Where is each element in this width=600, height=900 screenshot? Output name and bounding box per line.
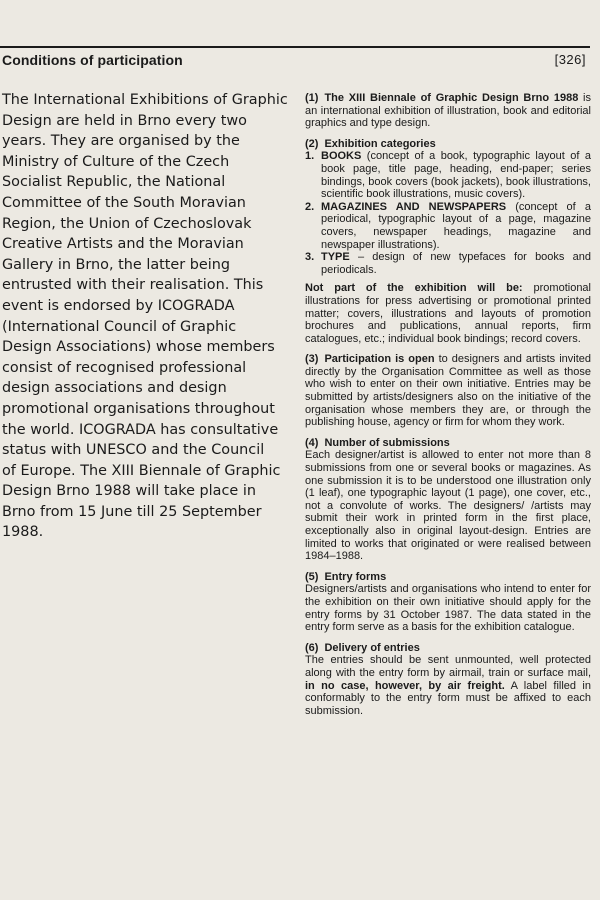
section-3 xyxy=(305,353,591,429)
category-name: MAGAZINES AND NEWSPAPERS xyxy=(321,200,507,213)
category-index: 3. xyxy=(305,251,315,264)
category-name: TYPE xyxy=(321,251,350,264)
section-3-bold: Participation is open xyxy=(324,353,435,366)
not-part-bold: Not part of the exhibition will be: xyxy=(305,282,523,295)
category-index: 2. xyxy=(305,200,315,213)
not-part-text: promotional illustrations for press advertising or promotional printed matter; covers, illustrations and layouts of promotion brochures and publications, annual reports, firm catalogues, etc.; individual book bindings; record covers. xyxy=(305,282,591,345)
section-6-bold: in no case, however, by air freight. xyxy=(305,679,505,692)
category-text: (concept of a book, typographic layout of a book page, title page, heading, end-paper; series bindings, book covers (book jackets), book illustrations, scientific book illustrations, music covers). xyxy=(321,150,591,201)
category-text: – design of new typefaces for books and periodicals. xyxy=(321,251,591,276)
category-books xyxy=(305,150,591,200)
section-number: (6) xyxy=(305,641,319,654)
page-title: Conditions of participation xyxy=(2,52,183,68)
section-1-bold: The XIII Biennale of Graphic Design Brno 1988 xyxy=(324,92,579,104)
section-number: (2) xyxy=(305,137,319,150)
section-4-text: Each designer/artist is allowed to enter not more than 8 submissions from one or several books or magazines. As one submission it is to be understood one illustration only (1 leaf), one typographic layout (1 page), one cover, etc., not a convolute of works. The designers/ /artists may submit their work in printed form in the first place, exceptionally also in original layout-design. Entries are limited to works that originated or were realised between 1984–1988. xyxy=(305,449,591,563)
section-2-heading: Exhibition categories xyxy=(324,137,436,150)
section-2 xyxy=(305,138,591,346)
section-3-text: to designers and artists invited directly by the Organisation Committee as well as those who wish to enter on their own initiative. Entries may be submitted by artists/designers also on the initiative of the organisation whose members they are, or through the publishing house, agency or firm for whom they work. xyxy=(305,353,591,429)
section-6-text: The entries should be sent unmounted, well protected along with the entry form by airmail, train or surface mail, xyxy=(305,654,591,679)
section-1-text: is an international exhibition of illustration, book and editorial graphics and type design. xyxy=(305,92,591,130)
section-heading xyxy=(305,571,591,584)
intro-paragraph: The International Exhibitions of Graphic Design are held in Brno every two years. They are organised by the Ministry of Culture of the Czech Socialist Republic, the National Committee of the South Moravian Region, the Union of Czechoslovak Creative Artists and the Moravian Gallery in Brno, the latter being entrusted with their realisation. This event is endorsed by ICOGRADA (International Council of Graphic Design Associations) whose members consist of recognised professional design associations and design promotional organisations throughout the world. ICOGRADA has consultative status with UNESCO and the Council of Europe. The XIII Biennale of Graphic Design Brno 1988 will take place in Brno from 15 June till 25 September 1988. xyxy=(2,92,288,541)
section-number: (5) xyxy=(305,570,319,583)
page-header xyxy=(2,52,586,72)
category-index: 1. xyxy=(305,150,315,163)
category-name: BOOKS xyxy=(321,150,362,163)
conditions-column xyxy=(305,92,591,725)
not-part-paragraph xyxy=(305,282,591,345)
section-6-text-end: A label filled in conformably to the entry form must be affixed to each submission. xyxy=(305,679,591,717)
section-5 xyxy=(305,571,591,634)
section-number: (4) xyxy=(305,436,319,449)
page-number: [326] xyxy=(554,52,586,67)
category-text: (concept of a periodical, typographic layout of a page, magazine covers, newspaper headings, magazine and newspaper illustrations). xyxy=(321,200,591,251)
section-number: (1) xyxy=(305,92,319,104)
section-4 xyxy=(305,437,591,563)
section-number: (3) xyxy=(305,353,319,366)
section-5-text: Designers/artists and organisations who intend to enter for the exhibition on their own initiative should apply for the entry forms by 31 October 1987. The data stated in the entry form serve as a basis for the exhibition catalogue. xyxy=(305,583,591,634)
section-5-heading: Entry forms xyxy=(324,570,387,583)
section-heading xyxy=(305,642,591,655)
category-magazines xyxy=(305,201,591,251)
section-6 xyxy=(305,642,591,718)
section-heading xyxy=(305,437,591,450)
section-1 xyxy=(305,92,591,130)
category-type xyxy=(305,251,591,276)
header-rule xyxy=(0,46,590,48)
section-heading xyxy=(305,138,591,151)
section-6-heading: Delivery of entries xyxy=(324,641,420,654)
section-4-heading: Number of submissions xyxy=(324,436,450,449)
